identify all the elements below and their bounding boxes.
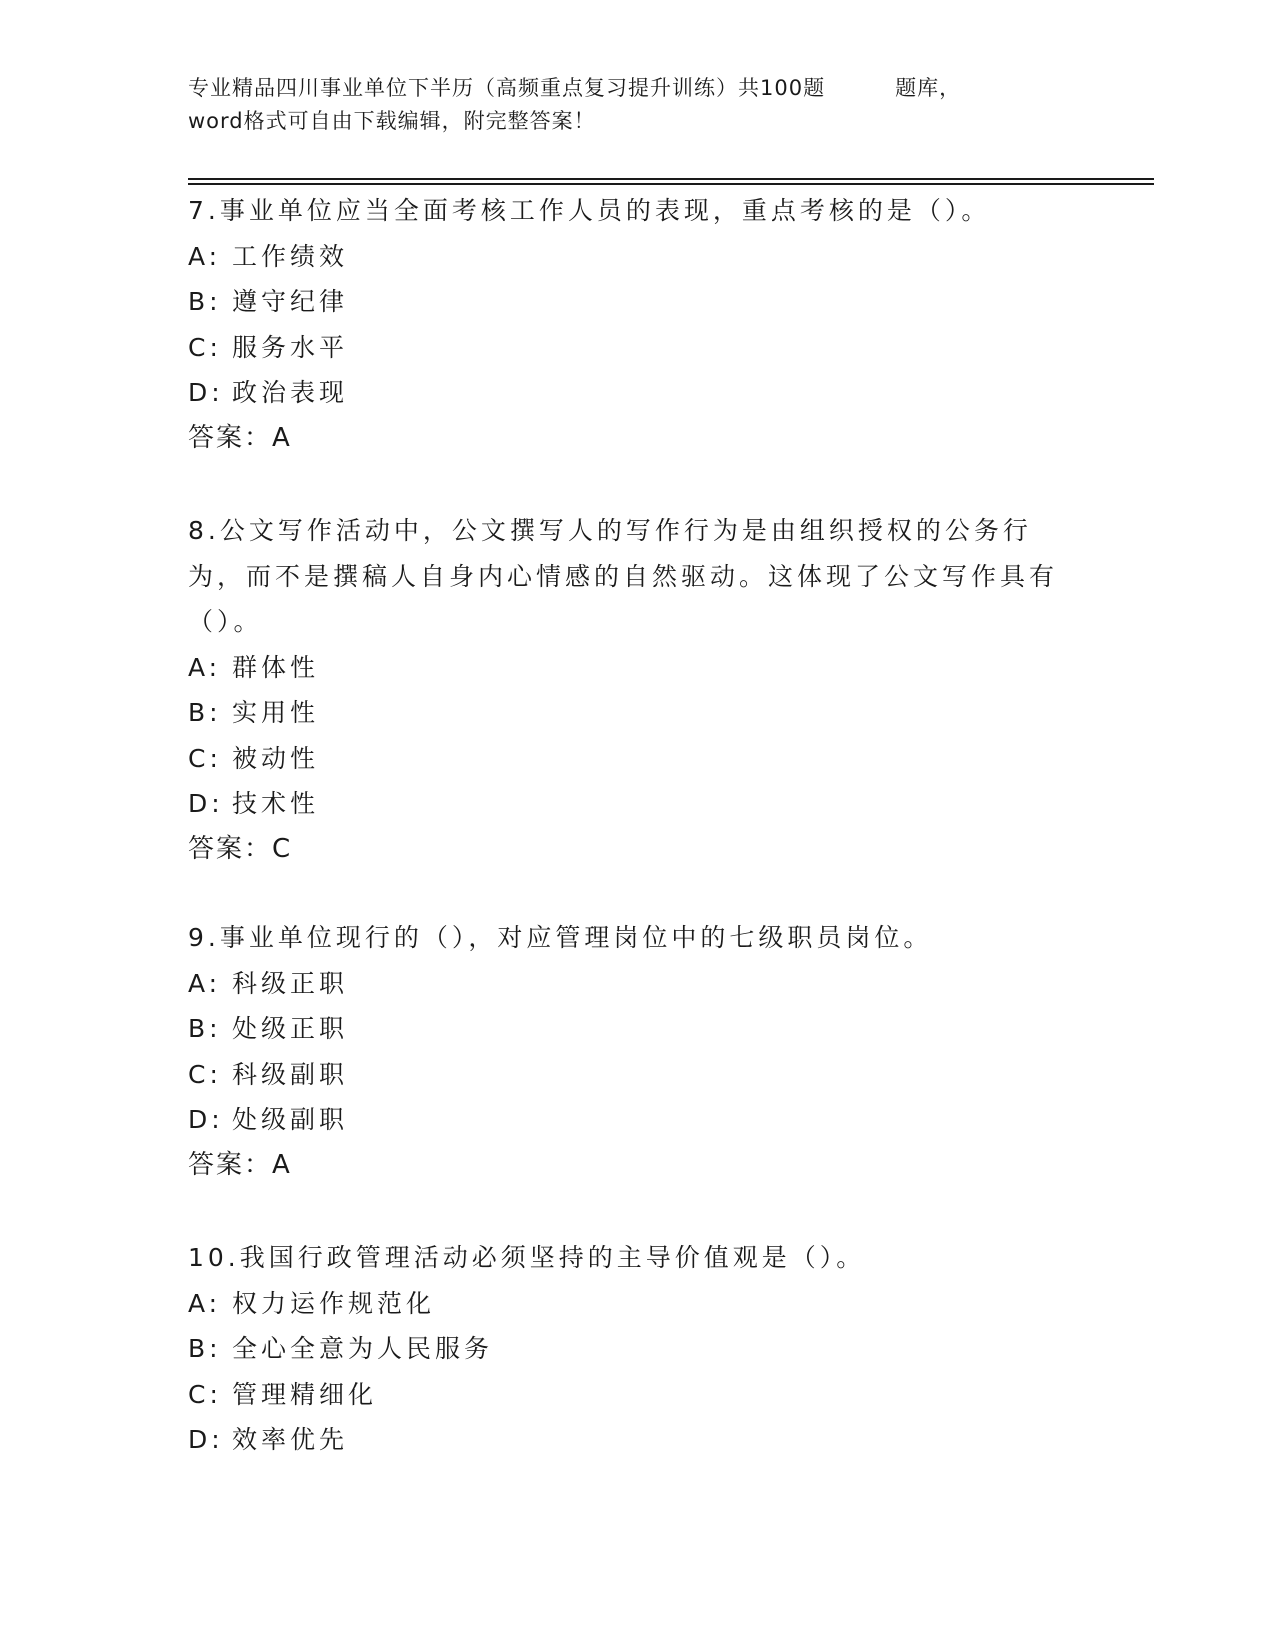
- option-a: [188, 234, 1068, 280]
- option-a: [188, 645, 1068, 691]
- question-block: [188, 188, 1068, 461]
- question-block: [188, 508, 1068, 872]
- option-text: 处级正职: [232, 1014, 349, 1043]
- option-text: 权力运作规范化: [232, 1288, 436, 1318]
- option-letter: B:: [188, 698, 222, 727]
- option-text: 实用性: [232, 698, 320, 727]
- option-a: [188, 961, 1068, 1007]
- option-b: [188, 690, 1068, 736]
- option-text: 群体性: [232, 652, 320, 682]
- question-stem: 8.公文写作活动中，公文撰写人的写作行为是由组织授权的公务行为，而不是撰稿人自身内心情感的自然驱动。这体现了公文写作具有（）。: [188, 516, 1059, 636]
- option-letter: A:: [188, 652, 222, 682]
- option-letter: C:: [188, 332, 222, 362]
- option-text: 科级正职: [232, 968, 349, 998]
- question-stem: 10.我国行政管理活动必须坚持的主导价值观是（）。: [188, 1243, 866, 1272]
- option-c: [188, 1052, 1068, 1098]
- question-block: [188, 915, 1068, 1188]
- header-divider-bottom: [188, 183, 1154, 185]
- answer-line: 答案：C: [188, 833, 293, 864]
- option-d: [188, 1417, 1068, 1463]
- option-letter: D:: [188, 789, 224, 818]
- option-c: [188, 1372, 1068, 1418]
- option-d: [188, 1097, 1068, 1143]
- option-text: 效率优先: [232, 1425, 349, 1454]
- option-a: [188, 1281, 1068, 1327]
- option-text: 处级副职: [232, 1105, 349, 1134]
- option-letter: D:: [188, 1425, 224, 1454]
- header-line-2: word格式可自由下载编辑，附完整答案！: [188, 109, 596, 133]
- option-letter: C:: [188, 1059, 222, 1089]
- question-stem: 7.事业单位应当全面考核工作人员的表现，重点考核的是（）。: [188, 196, 991, 225]
- answer-line: 答案：A: [188, 422, 292, 453]
- option-text: 政治表现: [232, 378, 349, 407]
- option-letter: C:: [188, 1379, 222, 1409]
- header-line-1: [188, 72, 1068, 105]
- option-letter: B:: [188, 287, 222, 316]
- option-text: 全心全意为人民服务: [232, 1334, 494, 1363]
- question-block: [188, 1235, 1068, 1463]
- option-d: [188, 370, 1068, 416]
- answer-line: 答案：A: [188, 1149, 292, 1180]
- option-letter: A:: [188, 1288, 222, 1318]
- option-letter: B:: [188, 1014, 222, 1043]
- option-letter: D:: [188, 378, 224, 407]
- option-letter: A:: [188, 241, 222, 271]
- option-b: [188, 1326, 1068, 1372]
- option-letter: C:: [188, 743, 222, 773]
- option-text: 工作绩效: [232, 241, 349, 271]
- option-letter: B:: [188, 1334, 222, 1363]
- header-divider-top: [188, 178, 1154, 180]
- option-letter: D:: [188, 1105, 224, 1134]
- option-text: 被动性: [232, 743, 320, 773]
- option-c: [188, 325, 1068, 371]
- option-text: 服务水平: [232, 332, 349, 362]
- header-title: 专业精品四川事业单位下半历（高频重点复习提升训练）共100题: [188, 76, 826, 100]
- option-letter: A:: [188, 968, 222, 998]
- option-b: [188, 1006, 1068, 1052]
- option-text: 遵守纪律: [232, 287, 349, 316]
- option-c: [188, 736, 1068, 782]
- question-stem: 9.事业单位现行的（），对应管理岗位中的七级职员岗位。: [188, 923, 933, 952]
- header-title-suffix: 题库，: [895, 76, 962, 100]
- option-text: 科级副职: [232, 1059, 349, 1089]
- option-d: [188, 781, 1068, 827]
- document-header: [188, 72, 1068, 138]
- option-b: [188, 279, 1068, 325]
- option-text: 技术性: [232, 789, 320, 818]
- option-text: 管理精细化: [232, 1379, 378, 1409]
